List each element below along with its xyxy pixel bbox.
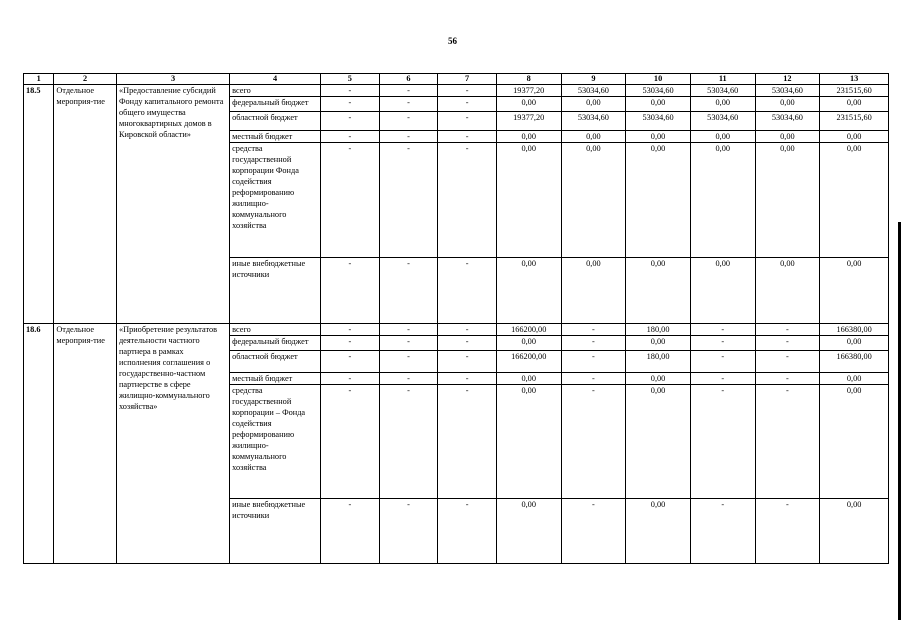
table-row [24,85,889,97]
value-cell-13: 0,00 [820,385,889,499]
value-cell-7: - [438,97,497,112]
scan-edge-line [898,222,901,620]
value-cell-11: 0,00 [690,143,755,258]
value-cell-7: - [438,324,497,336]
funding-source: всего [230,324,321,336]
value-cell-7: - [438,131,497,143]
value-cell-9: 0,00 [561,97,626,112]
value-cell-5: - [321,143,380,258]
funding-source: всего [230,85,321,97]
value-cell-5: - [321,85,380,97]
value-cell-6: - [379,499,438,564]
funding-source: местный бюджет [230,373,321,385]
value-cell-12: - [755,351,820,373]
value-cell-9: 53034,60 [561,85,626,97]
header-cell: 9 [561,74,626,85]
header-cell: 8 [496,74,561,85]
value-cell-8: 0,00 [496,143,561,258]
item-title: «Предоставление субсидий Фонду капитального ремонта общего имущества многоквартирных домов в Кировской области» [116,85,229,324]
value-cell-13: 0,00 [820,336,889,351]
value-cell-13: 0,00 [820,131,889,143]
funding-source: местный бюджет [230,131,321,143]
header-cell: 11 [690,74,755,85]
value-cell-8: 0,00 [496,373,561,385]
value-cell-7: - [438,85,497,97]
value-cell-12: - [755,499,820,564]
value-cell-13: 231515,60 [820,112,889,131]
value-cell-10: 53034,60 [626,85,691,97]
value-cell-6: - [379,373,438,385]
value-cell-7: - [438,373,497,385]
item-title: «Приобретение результатов деятельности частного партнера в рамках исполнения соглашения о государственно-частном партнерстве в сфере жилищно-коммунального хозяйства» [116,324,229,564]
value-cell-9: 0,00 [561,258,626,324]
value-cell-10: 0,00 [626,258,691,324]
funding-source: областной бюджет [230,351,321,373]
value-cell-8: 166200,00 [496,351,561,373]
value-cell-13: 231515,60 [820,85,889,97]
value-cell-13: 0,00 [820,373,889,385]
funding-source: федеральный бюджет [230,97,321,112]
funding-source: иные внебюджетные источники [230,258,321,324]
value-cell-12: 0,00 [755,97,820,112]
value-cell-8: 0,00 [496,258,561,324]
value-cell-7: - [438,336,497,351]
value-cell-5: - [321,336,380,351]
value-cell-7: - [438,143,497,258]
value-cell-5: - [321,499,380,564]
value-cell-11: - [690,373,755,385]
header-cell: 13 [820,74,889,85]
header-cell: 5 [321,74,380,85]
value-cell-12: 0,00 [755,131,820,143]
value-cell-12: - [755,324,820,336]
value-cell-8: 19377,20 [496,85,561,97]
table-row [24,324,889,336]
header-cell: 12 [755,74,820,85]
value-cell-12: - [755,385,820,499]
item-kind: Отдельное мероприя-тие [54,85,117,324]
value-cell-7: - [438,258,497,324]
value-cell-12: - [755,373,820,385]
value-cell-12: 53034,60 [755,85,820,97]
value-cell-12: - [755,336,820,351]
value-cell-8: 0,00 [496,336,561,351]
header-row [24,74,889,85]
value-cell-10: 0,00 [626,336,691,351]
value-cell-12: 53034,60 [755,112,820,131]
item-kind: Отдельное мероприя-тие [54,324,117,564]
value-cell-6: - [379,85,438,97]
item-number: 18.5 [24,85,54,324]
header-cell: 2 [54,74,117,85]
value-cell-11: - [690,351,755,373]
value-cell-9: - [561,324,626,336]
value-cell-11: 0,00 [690,258,755,324]
value-cell-8: 166200,00 [496,324,561,336]
value-cell-10: 180,00 [626,324,691,336]
value-cell-6: - [379,324,438,336]
funding-source: областной бюджет [230,112,321,131]
value-cell-7: - [438,112,497,131]
value-cell-12: 0,00 [755,258,820,324]
value-cell-9: 0,00 [561,131,626,143]
value-cell-7: - [438,385,497,499]
funding-source: федеральный бюджет [230,336,321,351]
value-cell-13: 166380,00 [820,324,889,336]
funding-source: средства государственной корпорации – Фонда содействия реформированию жилищно-коммунального хозяйства [230,385,321,499]
item-number: 18.6 [24,324,54,564]
header-cell: 6 [379,74,438,85]
funding-source: иные внебюджетные источники [230,499,321,564]
value-cell-8: 0,00 [496,499,561,564]
value-cell-6: - [379,112,438,131]
value-cell-10: 53034,60 [626,112,691,131]
budget-table [23,73,889,564]
value-cell-9: - [561,336,626,351]
value-cell-13: 0,00 [820,499,889,564]
value-cell-9: - [561,499,626,564]
value-cell-10: 0,00 [626,97,691,112]
value-cell-9: - [561,373,626,385]
value-cell-5: - [321,112,380,131]
value-cell-10: 0,00 [626,131,691,143]
header-cell: 7 [438,74,497,85]
value-cell-10: 180,00 [626,351,691,373]
value-cell-6: - [379,385,438,499]
funding-source: средства государственной корпорации Фонда содействия реформированию жилищно-коммунального хозяйства [230,143,321,258]
value-cell-11: 0,00 [690,97,755,112]
value-cell-6: - [379,351,438,373]
value-cell-5: - [321,131,380,143]
value-cell-10: 0,00 [626,143,691,258]
value-cell-10: 0,00 [626,499,691,564]
value-cell-13: 166380,00 [820,351,889,373]
value-cell-5: - [321,258,380,324]
value-cell-5: - [321,324,380,336]
value-cell-6: - [379,336,438,351]
value-cell-5: - [321,97,380,112]
value-cell-10: 0,00 [626,373,691,385]
value-cell-12: 0,00 [755,143,820,258]
value-cell-9: 0,00 [561,143,626,258]
value-cell-7: - [438,351,497,373]
value-cell-9: - [561,351,626,373]
value-cell-6: - [379,258,438,324]
value-cell-8: 0,00 [496,131,561,143]
value-cell-8: 0,00 [496,97,561,112]
value-cell-11: - [690,499,755,564]
value-cell-9: - [561,385,626,499]
header-cell: 1 [24,74,54,85]
value-cell-13: 0,00 [820,97,889,112]
value-cell-11: 53034,60 [690,112,755,131]
value-cell-11: - [690,324,755,336]
value-cell-6: - [379,97,438,112]
value-cell-11: - [690,385,755,499]
value-cell-7: - [438,499,497,564]
value-cell-5: - [321,373,380,385]
value-cell-11: - [690,336,755,351]
value-cell-9: 53034,60 [561,112,626,131]
value-cell-5: - [321,351,380,373]
value-cell-13: 0,00 [820,258,889,324]
header-cell: 3 [116,74,229,85]
header-cell: 4 [230,74,321,85]
page-number: 56 [448,36,457,46]
value-cell-6: - [379,131,438,143]
header-cell: 10 [626,74,691,85]
value-cell-10: 0,00 [626,385,691,499]
value-cell-8: 0,00 [496,385,561,499]
value-cell-5: - [321,385,380,499]
value-cell-8: 19377,20 [496,112,561,131]
value-cell-11: 0,00 [690,131,755,143]
value-cell-11: 53034,60 [690,85,755,97]
value-cell-6: - [379,143,438,258]
value-cell-13: 0,00 [820,143,889,258]
